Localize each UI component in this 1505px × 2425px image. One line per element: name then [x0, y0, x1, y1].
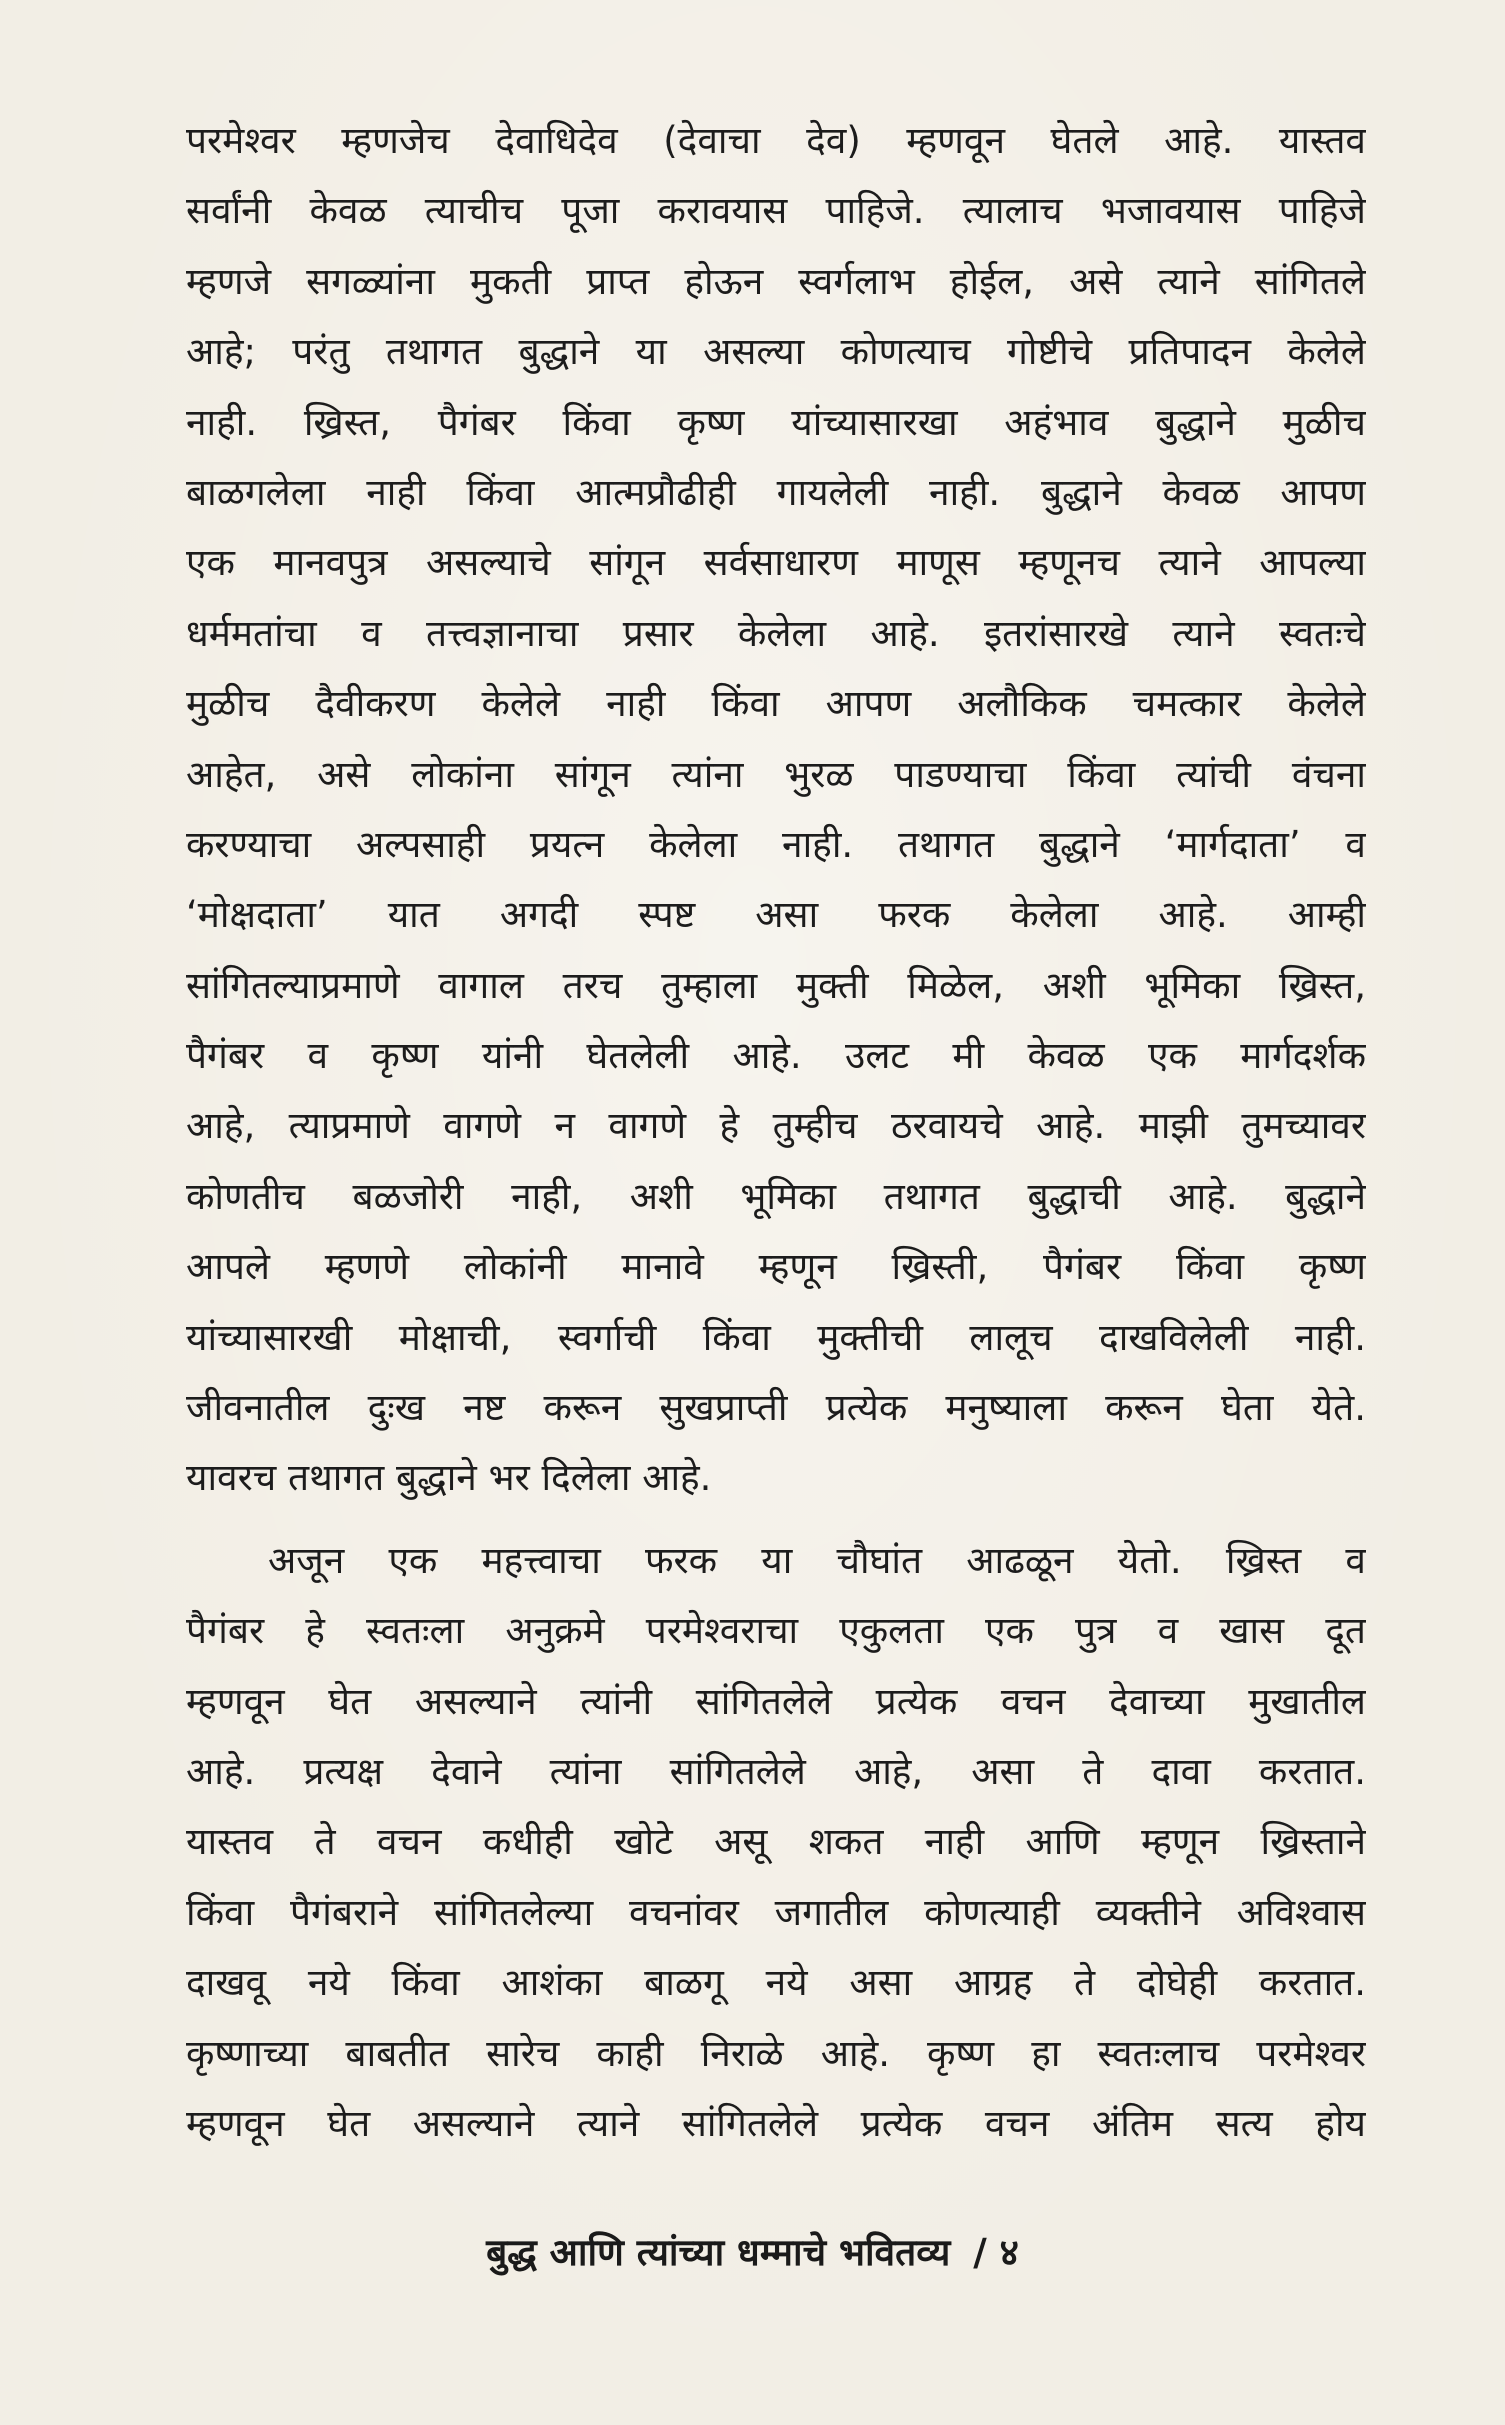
book-title: बुद्ध आणि त्यांच्या धम्माचे भवितव्य [486, 2231, 951, 2274]
text-line: आहे; परंतु तथागत बुद्धाने या असल्या कोणत्याच गोष्टीचे प्रतिपादन केलेले [186, 330, 1366, 374]
text-line: यास्तव ते वचन कधीही खोटे असू शकत नाही आणि म्हणून ख्रिस्ताने [186, 1820, 1366, 1864]
body-text [186, 106, 1366, 2159]
text-line: म्हणवून घेत असल्याने त्यांनी सांगितलेले प्रत्येक वचन देवाच्या मुखातील [186, 1679, 1366, 1723]
page-number: / ४ [973, 2231, 1019, 2274]
text-line: म्हणजे सगळ्यांना मुकती प्राप्त होऊन स्वर्गलाभ होईल, असे त्याने सांगितले [186, 259, 1366, 303]
text-line: पैगंबर हे स्वतःला अनुक्रमे परमेश्वराचा एकुलता एक पुत्र व खास दूत [186, 1609, 1366, 1653]
text-line: म्हणवून घेत असल्याने त्याने सांगितलेले प्रत्येक वचन अंतिम सत्य होय [186, 2101, 1366, 2145]
text-line: सांगितल्याप्रमाणे वागाल तरच तुम्हाला मुक्ती मिळेल, अशी भूमिका ख्रिस्त, [186, 963, 1366, 1007]
text-line: यावरच तथागत बुद्धाने भर दिलेला आहे. [186, 1456, 712, 1500]
paragraph-1 [186, 106, 1366, 1514]
text-line: दाखवू नये किंवा आशंका बाळगू नये असा आग्रह ते दोघेही करतात. [186, 1961, 1366, 2005]
text-line: आहे. प्रत्यक्ष देवाने त्यांना सांगितलेले आहे, असा ते दावा करतात. [186, 1749, 1366, 1793]
text-line: मुळीच दैवीकरण केलेले नाही किंवा आपण अलौकिक चमत्कार केलेले [186, 682, 1366, 726]
text-line: आहेत, असे लोकांना सांगून त्यांना भुरळ पाडण्याचा किंवा त्यांची वंचना [186, 752, 1366, 796]
text-line: कृष्णाच्या बाबतीत सारेच काही निराळे आहे. कृष्ण हा स्वतःलाच परमेश्वर [186, 2031, 1366, 2075]
text-line: नाही. ख्रिस्त, पैगंबर किंवा कृष्ण यांच्यासारखा अहंभाव बुद्धाने मुळीच [186, 400, 1366, 444]
text-line: जीवनातील दुःख नष्ट करून सुखप्राप्ती प्रत्येक मनुष्याला करून घेता येते. [186, 1386, 1366, 1430]
text-line: धर्ममतांचा व तत्त्वज्ञानाचा प्रसार केलेला आहे. इतरांसारखे त्याने स्वतःचे [186, 611, 1366, 655]
text-line: करण्याचा अल्पसाही प्रयत्न केलेला नाही. तथागत बुद्धाने ‘मार्गदाता’ व [186, 822, 1366, 866]
text-line: यांच्यासारखी मोक्षाची, स्वर्गाची किंवा मुक्तीची लालूच दाखविलेली नाही. [186, 1315, 1366, 1359]
text-line: पैगंबर व कृष्ण यांनी घेतलेली आहे. उलट मी केवळ एक मार्गदर्शक [186, 1034, 1366, 1078]
text-line: सर्वांनी केवळ त्याचीच पूजा करावयास पाहिजे. त्यालाच भजावयास पाहिजे [186, 189, 1366, 233]
text-line: परमेश्वर म्हणजेच देवाधिदेव (देवाचा देव) म्हणवून घेतले आहे. यास्तव [186, 119, 1366, 162]
text-line: किंवा पैगंबराने सांगितलेल्या वचनांवर जगातील कोणत्याही व्यक्तीने अविश्वास [186, 1890, 1366, 1934]
page-footer [0, 2225, 1505, 2276]
text-line: कोणतीच बळजोरी नाही, अशी भूमिका तथागत बुद्धाची आहे. बुद्धाने [186, 1174, 1366, 1218]
paragraph-2 [186, 1526, 1366, 2160]
text-line: एक मानवपुत्र असल्याचे सांगून सर्वसाधारण माणूस म्हणूनच त्याने आपल्या [186, 541, 1366, 585]
text-line: ‘मोक्षदाता’ यात अगदी स्पष्ट असा फरक केलेला आहे. आम्ही [186, 893, 1366, 937]
text-line: अजून एक महत्त्वाचा फरक या चौघांत आढळून येतो. ख्रिस्त व [268, 1538, 1366, 1582]
text-line: बाळगलेला नाही किंवा आत्मप्रौढीही गायलेली नाही. बुद्धाने केवळ आपण [186, 470, 1366, 514]
text-line: आहे, त्याप्रमाणे वागणे न वागणे हे तुम्हीच ठरवायचे आहे. माझी तुमच्यावर [186, 1104, 1366, 1148]
text-line: आपले म्हणणे लोकांनी मानावे म्हणून ख्रिस्ती, पैगंबर किंवा कृष्ण [186, 1245, 1366, 1289]
